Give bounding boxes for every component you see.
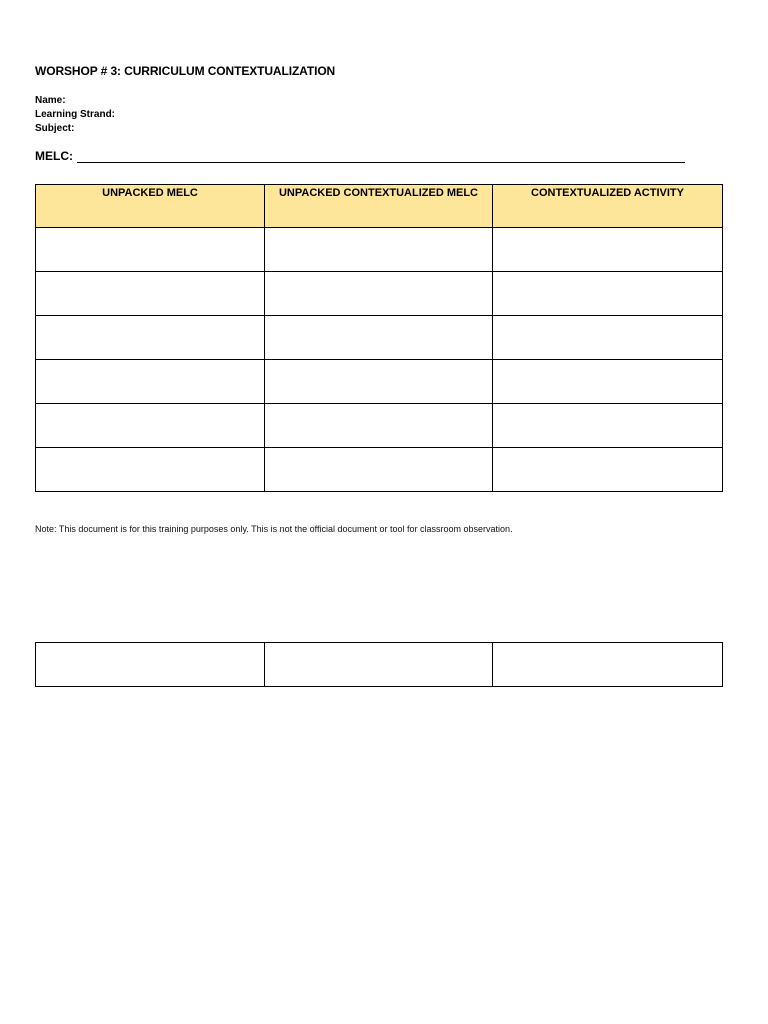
table-row (36, 360, 723, 404)
table-cell[interactable] (36, 404, 265, 448)
table-cell[interactable] (265, 272, 493, 316)
contextualization-table (35, 184, 723, 492)
table-cell[interactable] (36, 228, 265, 272)
subject-label: Subject: (35, 123, 75, 134)
table-cell[interactable] (36, 448, 265, 492)
table-cell[interactable] (493, 360, 723, 404)
name-label: Name: (35, 95, 66, 106)
table-cell[interactable] (493, 316, 723, 360)
table-row (36, 404, 723, 448)
info-fields (35, 94, 115, 136)
table-cell[interactable] (265, 360, 493, 404)
table-cell[interactable] (36, 643, 265, 687)
table-cell[interactable] (36, 360, 265, 404)
table-cell[interactable] (265, 316, 493, 360)
table-row (36, 643, 723, 687)
table-cell[interactable] (493, 448, 723, 492)
table-row (36, 228, 723, 272)
document-title: WORSHOP # 3: CURRICULUM CONTEXTUALIZATION (35, 64, 336, 78)
table-cell[interactable] (265, 404, 493, 448)
header-unpacked-melc: UNPACKED MELC (36, 185, 265, 228)
melc-label: MELC: (35, 149, 73, 163)
disclaimer-note: Note: This document is for this training purposes only. This is not the official document or tool for classroom observation. (35, 524, 513, 534)
table-cell[interactable] (265, 228, 493, 272)
table-cell[interactable] (493, 404, 723, 448)
header-contextualized-activity: CONTEXTUALIZED ACTIVITY (493, 185, 723, 228)
table-cell[interactable] (36, 316, 265, 360)
table-row (36, 272, 723, 316)
table-row (36, 448, 723, 492)
table-header-row (36, 185, 723, 228)
table-cell[interactable] (493, 643, 723, 687)
table-row (36, 316, 723, 360)
table-cell[interactable] (493, 228, 723, 272)
table-cell[interactable] (493, 272, 723, 316)
table-cell[interactable] (265, 448, 493, 492)
melc-blank-line (77, 151, 685, 163)
melc-field (35, 149, 685, 163)
learning-strand-label: Learning Strand: (35, 109, 116, 120)
additional-table (35, 642, 723, 687)
header-unpacked-contextualized-melc: UNPACKED CONTEXTUALIZED MELC (265, 185, 493, 228)
table-cell[interactable] (265, 643, 493, 687)
table-cell[interactable] (36, 272, 265, 316)
